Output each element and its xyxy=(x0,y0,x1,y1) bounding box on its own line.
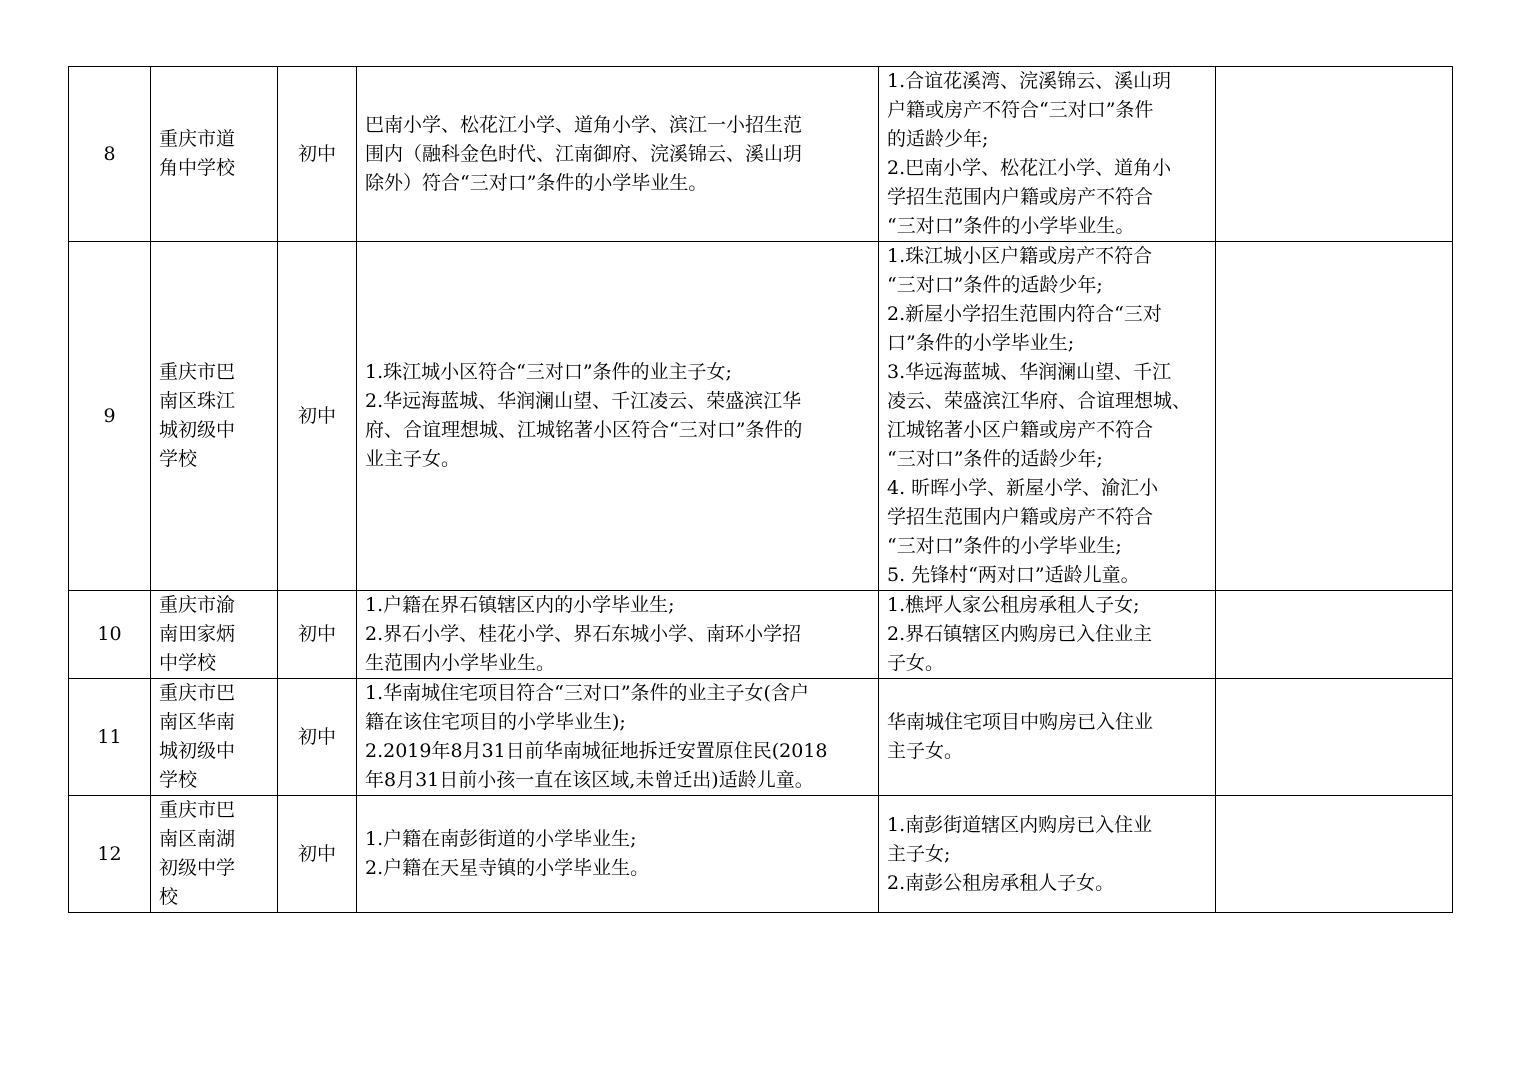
school-level: 初中 xyxy=(278,67,357,242)
text-line: 中学校 xyxy=(159,652,217,674)
text-line: 2.巴南小学、松花江小学、道角小 xyxy=(887,157,1172,179)
text-line: 子女。 xyxy=(887,652,945,674)
text-line: 生范围内小学毕业生。 xyxy=(365,652,556,674)
text-line: “三对口”条件的适龄少年; xyxy=(887,274,1103,296)
school-name-cell xyxy=(151,679,278,796)
text-line: 2.户籍在天星寺镇的小学毕业生。 xyxy=(365,857,650,879)
text-line: 1.户籍在南彭街道的小学毕业生; xyxy=(365,828,637,850)
table-row xyxy=(69,796,1453,913)
text-line: 2.界石小学、桂花小学、界石东城小学、南环小学招 xyxy=(365,623,802,645)
text-line: 2.新屋小学招生范围内符合“三对 xyxy=(887,303,1162,325)
table-row xyxy=(69,591,1453,679)
text-line: 重庆市巴 xyxy=(159,799,236,821)
row-number: 12 xyxy=(69,796,151,913)
text-line: 学校 xyxy=(159,769,198,791)
text-line: 重庆市渝 xyxy=(159,594,236,616)
text-line: 年8月31日前小孩一直在该区域,未曾迁出)适龄儿童。 xyxy=(365,769,814,791)
text-line: 的适龄少年; xyxy=(887,128,989,150)
text-line: 籍在该住宅项目的小学毕业生); xyxy=(365,711,626,733)
text-line: 角中学校 xyxy=(159,157,236,179)
text-line: 学招生范围内户籍或房产不符合 xyxy=(887,506,1154,528)
primary-enrollment-scope xyxy=(357,679,879,796)
table-body xyxy=(69,67,1453,913)
text-line: 2.南彭公租房承租人子女。 xyxy=(887,871,1115,894)
text-line: 学校 xyxy=(159,448,198,470)
school-name-cell xyxy=(151,67,278,242)
text-line: 南区珠江 xyxy=(159,390,236,412)
row-number: 11 xyxy=(69,679,151,796)
text-line: 1.樵坪人家公租房承租人子女; xyxy=(887,594,1140,616)
text-line: “三对口”条件的适龄少年; xyxy=(887,448,1103,470)
secondary-enrollment-scope xyxy=(879,242,1216,591)
text-line: 除外）符合“三对口”条件的小学毕业生。 xyxy=(365,171,708,194)
row-number: 10 xyxy=(69,591,151,679)
text-line: 巴南小学、松花江小学、道角小学、滨江一小招生范 xyxy=(365,113,803,136)
text-line: 口”条件的小学毕业生; xyxy=(887,332,1075,354)
text-line: 2.界石镇辖区内购房已入住业主 xyxy=(887,623,1153,645)
school-level: 初中 xyxy=(278,679,357,796)
secondary-enrollment-scope xyxy=(879,591,1216,679)
text-line: “三对口”条件的小学毕业生; xyxy=(887,535,1122,557)
school-level: 初中 xyxy=(278,796,357,913)
text-line: 2.华远海蓝城、华润澜山望、千江凌云、荣盛滨江华 xyxy=(365,390,802,412)
text-line: 南区南湖 xyxy=(159,828,236,850)
school-level: 初中 xyxy=(278,591,357,679)
note-cell xyxy=(1216,67,1453,242)
text-line: 主子女。 xyxy=(887,740,964,762)
text-line: 5. 先锋村“两对口”适龄儿童。 xyxy=(887,564,1140,586)
text-line: 江城铭著小区户籍或房产不符合 xyxy=(887,419,1154,441)
text-line: 府、合谊理想城、江城铭著小区符合“三对口”条件的 xyxy=(365,419,803,441)
table-row xyxy=(69,67,1453,242)
school-name-cell xyxy=(151,242,278,591)
text-line: 城初级中 xyxy=(159,419,236,441)
text-line: 重庆市道 xyxy=(159,128,236,150)
primary-enrollment-scope xyxy=(357,591,879,679)
secondary-enrollment-scope xyxy=(879,796,1216,913)
primary-enrollment-scope xyxy=(357,242,879,591)
school-name-cell xyxy=(151,591,278,679)
note-cell xyxy=(1216,796,1453,913)
secondary-enrollment-scope xyxy=(879,679,1216,796)
table-row xyxy=(69,242,1453,591)
text-line: 校 xyxy=(159,886,179,908)
enrollment-table xyxy=(68,66,1453,913)
text-line: 3.华远海蓝城、华润澜山望、千江 xyxy=(887,361,1172,383)
note-cell xyxy=(1216,242,1453,591)
secondary-enrollment-scope xyxy=(879,67,1216,242)
text-line: 1.华南城住宅项目符合“三对口”条件的业主子女(含户 xyxy=(365,682,809,704)
text-line: 南区华南 xyxy=(159,711,236,733)
text-line: 1.合谊花溪湾、浣溪锦云、溪山玥 xyxy=(887,70,1172,92)
text-line: 户籍或房产不符合“三对口”条件 xyxy=(887,99,1154,121)
text-line: 重庆市巴 xyxy=(159,682,236,704)
text-line: 1.珠江城小区符合“三对口”条件的业主子女; xyxy=(365,361,732,383)
text-line: 1.珠江城小区户籍或房产不符合 xyxy=(887,245,1153,267)
text-line: 4. 昕晖小学、新屋小学、渝汇小 xyxy=(887,477,1159,499)
text-line: 华南城住宅项目中购房已入住业 xyxy=(887,711,1154,733)
text-line: 学招生范围内户籍或房产不符合 xyxy=(887,186,1154,208)
text-line: 初级中学 xyxy=(159,857,236,879)
text-line: 1.南彭街道辖区内购房已入住业 xyxy=(887,813,1153,836)
text-line: 重庆市巴 xyxy=(159,361,236,383)
school-name-cell xyxy=(151,796,278,913)
text-line: 1.户籍在界石镇辖区内的小学毕业生; xyxy=(365,594,675,616)
text-line: 主子女; xyxy=(887,842,951,865)
table-row xyxy=(69,679,1453,796)
text-line: “三对口”条件的小学毕业生。 xyxy=(887,215,1135,237)
note-cell xyxy=(1216,679,1453,796)
row-number: 8 xyxy=(69,67,151,242)
text-line: 2.2019年8月31日前华南城征地拆迁安置原住民(2018 xyxy=(365,740,828,762)
text-line: 围内（融科金色时代、江南御府、浣溪锦云、溪山玥 xyxy=(365,142,803,165)
note-cell xyxy=(1216,591,1453,679)
text-line: 业主子女。 xyxy=(365,448,461,470)
row-number: 9 xyxy=(69,242,151,591)
text-line: 城初级中 xyxy=(159,740,236,762)
primary-enrollment-scope xyxy=(357,796,879,913)
primary-enrollment-scope xyxy=(357,67,879,242)
text-line: 凌云、荣盛滨江华府、合谊理想城、 xyxy=(887,390,1192,412)
text-line: 南田家炳 xyxy=(159,623,236,645)
school-level: 初中 xyxy=(278,242,357,591)
